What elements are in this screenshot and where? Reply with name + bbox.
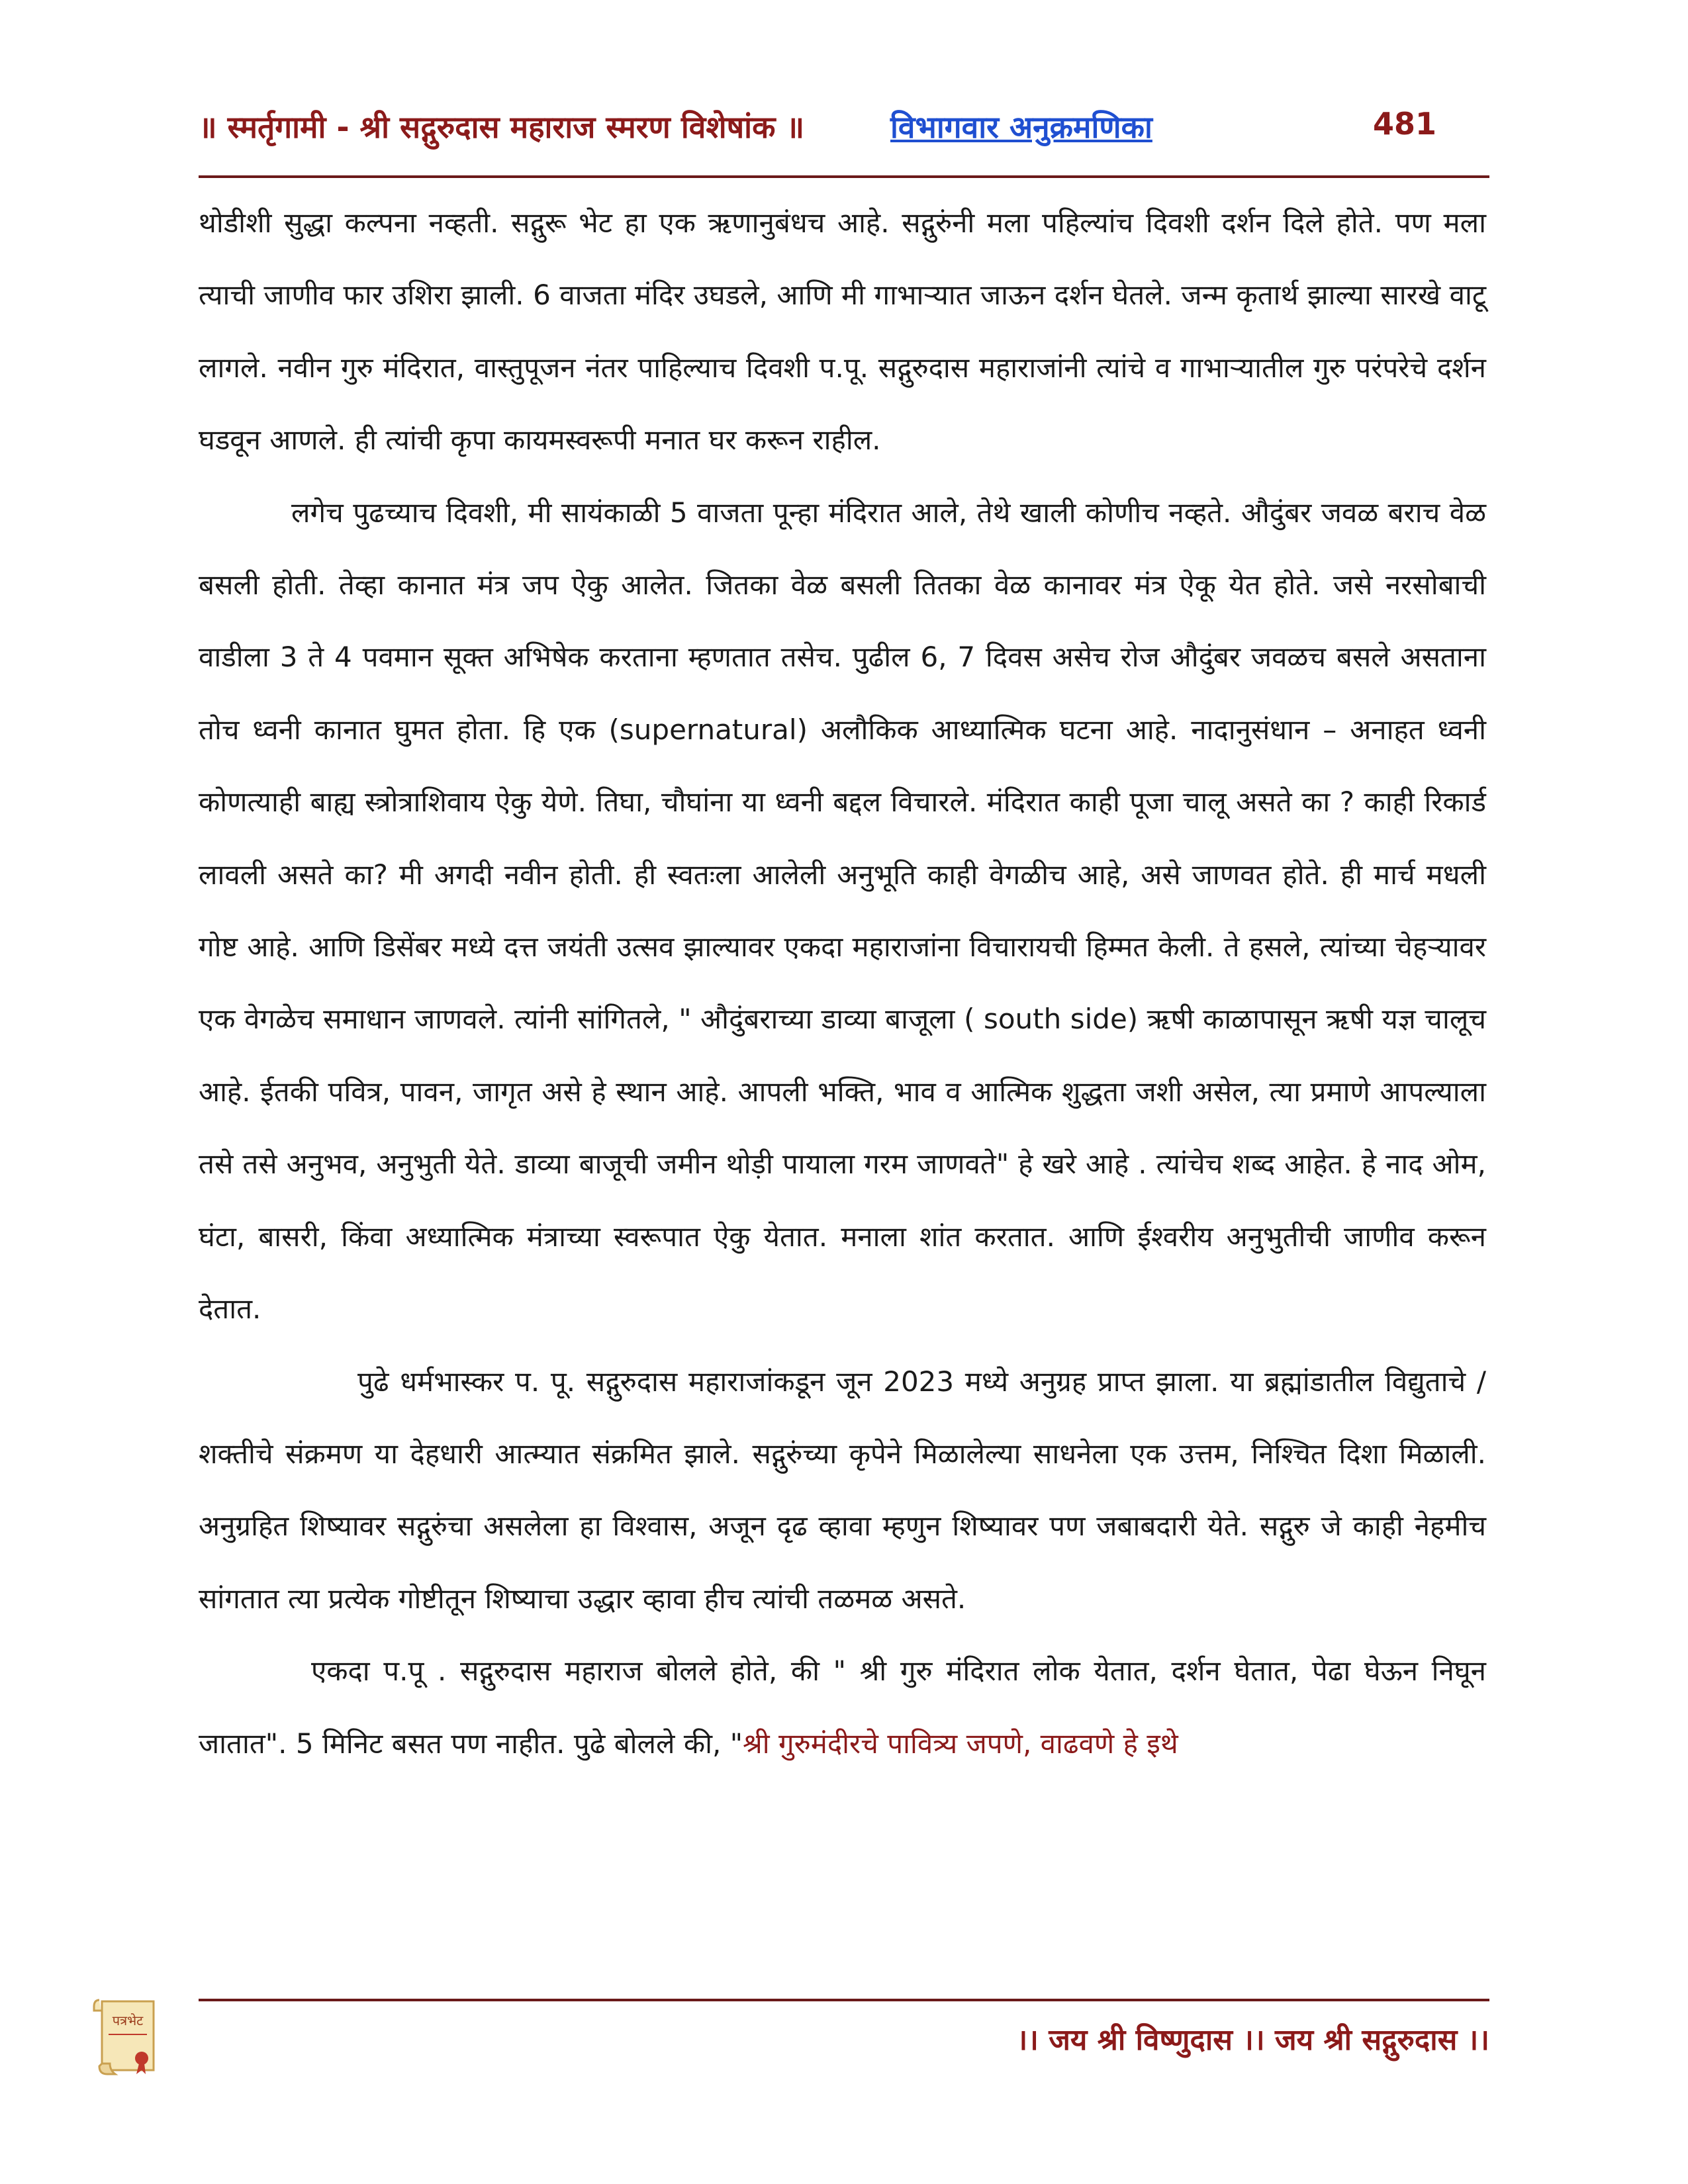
paragraph-3: पुढे धर्मभास्कर प. पू. सद्गुरुदास महाराजांकडून जून 2023 मध्ये अनुग्रह प्राप्त झाला. या ब्रह्मांडातील विद्युताचे / शक्तीचे संक्रमण या देहधारी आत्म्यात संक्रमित झाले. सद्गुरुंच्या कृपेने मिळालेल्या साधनेला एक उत्तम, निश्चित दिशा मिळाली. अनुग्रहित शिष्यावर सद्गुरुंचा असलेला हा विश्वास, अजून दृढ व्हावा म्हणुन शिष्यावर पण जबाबदारी येते. सद्गुरु जे काही नेहमीच सांगतात त्या प्रत्येक गोष्टीतून शिष्याचा उद्धार व्हावा हीच त्यांची तळमळ असते. bbox=[199, 1365, 1486, 1615]
paragraph-2: लगेच पुढच्याच दिवशी, मी सायंकाळी 5 वाजता पून्हा मंदिरात आले, तेथे खाली कोणीच नव्हते. औदुंबर जवळ बराच वेळ बसली होती. तेव्हा कानात मंत्र जप ऐकु आलेत. जितका वेळ बसली तितका वेळ कानावर मंत्र ऐकू येत होते. जसे नरसोबाची वाडीला 3 ते 4 पवमान सूक्त अभिषेक करताना म्हणतात तसेच. पुढील 6, 7 दिवस असेच रोज औदुंबर जवळच बसले असताना तोच ध्वनी कानात घुमत होता. हि एक (supernatural) अलौकिक आध्यात्मिक घटना आहे. नादानुसंधान – अनाहत ध्वनी कोणत्याही बाह्य स्त्रोत्राशिवाय ऐकु येणे. तिघा, चौघांना या ध्वनी बद्दल विचारले. मंदिरात काही पूजा चालू असते का ? काही रिकार्ड लावली असते का? मी अगदी नवीन होती. ही स्वतःला आलेली अनुभूति काही वेगळीच आहे, असे जाणवत होते. ही मार्च मधली गोष्ट आहे. आणि डिसेंबर मध्ये दत्त जयंती उत्सव झाल्यावर एकदा महाराजांना विचारायची हिम्मत केली. ते हसले, त्यांच्या चेहऱ्यावर एक वेगळेच समाधान जाणवले. त्यांनी सांगितले, " औदुंबराच्या डाव्या बाजूला ( south side) ऋषी काळापासून ऋषी यज्ञ चालूच आहे. ईतकी पवित्र, पावन, जागृत असे हे स्थान आहे. आपली भक्ति, भाव व आत्मिक शुद्धता जशी असेल, त्या प्रमाणे आपल्याला तसे तसे अनुभव, अनुभुती येते. डाव्या बाजूची जमीन थोड़ी पायाला गरम जाणवते" हे खरे आहे . त्यांचेच शब्द आहेत. हे नाद ओम, घंटा, बासरी, किंवा अध्यात्मिक मंत्राच्या स्वरूपात ऐकु येतात. मनाला शांत करतात. आणि ईश्वरीय अनुभुतीची जाणीव करून देतात. bbox=[199, 496, 1486, 1326]
patrabhet-logo bbox=[86, 1992, 165, 2078]
footer-salutation: ।। जय श्री विष्णुदास ।। जय श्री सद्गुरुदास ।। bbox=[1016, 2023, 1489, 2057]
magazine-title: ॥ स्मर्तृगामी - श्री सद्गुरुदास महाराज स्मरण विशेषांक ॥ bbox=[199, 109, 804, 145]
paragraph-1: थोडीशी सुद्धा कल्पना नव्हती. सद्गुरू भेट हा एक ऋणानुबंधच आहे. सद्गुरुंनी मला पहिल्यांच दिवशी दर्शन दिले होते. पण मला त्याची जाणीव फार उशिरा झाली. 6 वाजता मंदिर उघडले, आणि मी गाभाऱ्यात जाऊन दर्शन घेतले. जन्म कृतार्थ झाल्या सारखे वाटू लागले. नवीन गुरु मंदिरात, वास्तुपूजन नंतर पाहिल्याच दिवशी प.पू. सद्गुरुदास महाराजांनी त्यांचे व गाभाऱ्यातील गुरु परंपरेचे दर्शन घडवून आणले. ही त्यांची कृपा कायमस्वरूपी मनात घर करून राहील. bbox=[199, 206, 1486, 457]
article-body bbox=[199, 187, 1486, 1780]
logo-label: पत्रभेट bbox=[112, 2013, 144, 2028]
section-index-link[interactable]: विभागवार अनुक्रमणिका bbox=[890, 109, 1152, 145]
header-divider bbox=[199, 175, 1489, 178]
scroll-icon bbox=[86, 1992, 165, 2078]
page-number: 481 bbox=[1372, 106, 1436, 142]
footer-divider bbox=[199, 1999, 1489, 2001]
paragraph-4 bbox=[199, 1635, 1486, 1780]
page-header bbox=[199, 99, 1489, 159]
highlighted-quote: श्री गुरुमंदीरचे पावित्र्य जपणे, वाढवणे हे इथे bbox=[743, 1727, 1178, 1760]
paragraph-4-text: एकदा प.पू . सद्गुरुदास महाराज बोलले होते, की " श्री गुरु मंदिरात लोक येतात, दर्शन घेतात, पेढा घेऊन निघून जातात". 5 मिनिट बसत पण नाहीत. पुढे बोलले की, " bbox=[199, 1655, 1486, 1760]
